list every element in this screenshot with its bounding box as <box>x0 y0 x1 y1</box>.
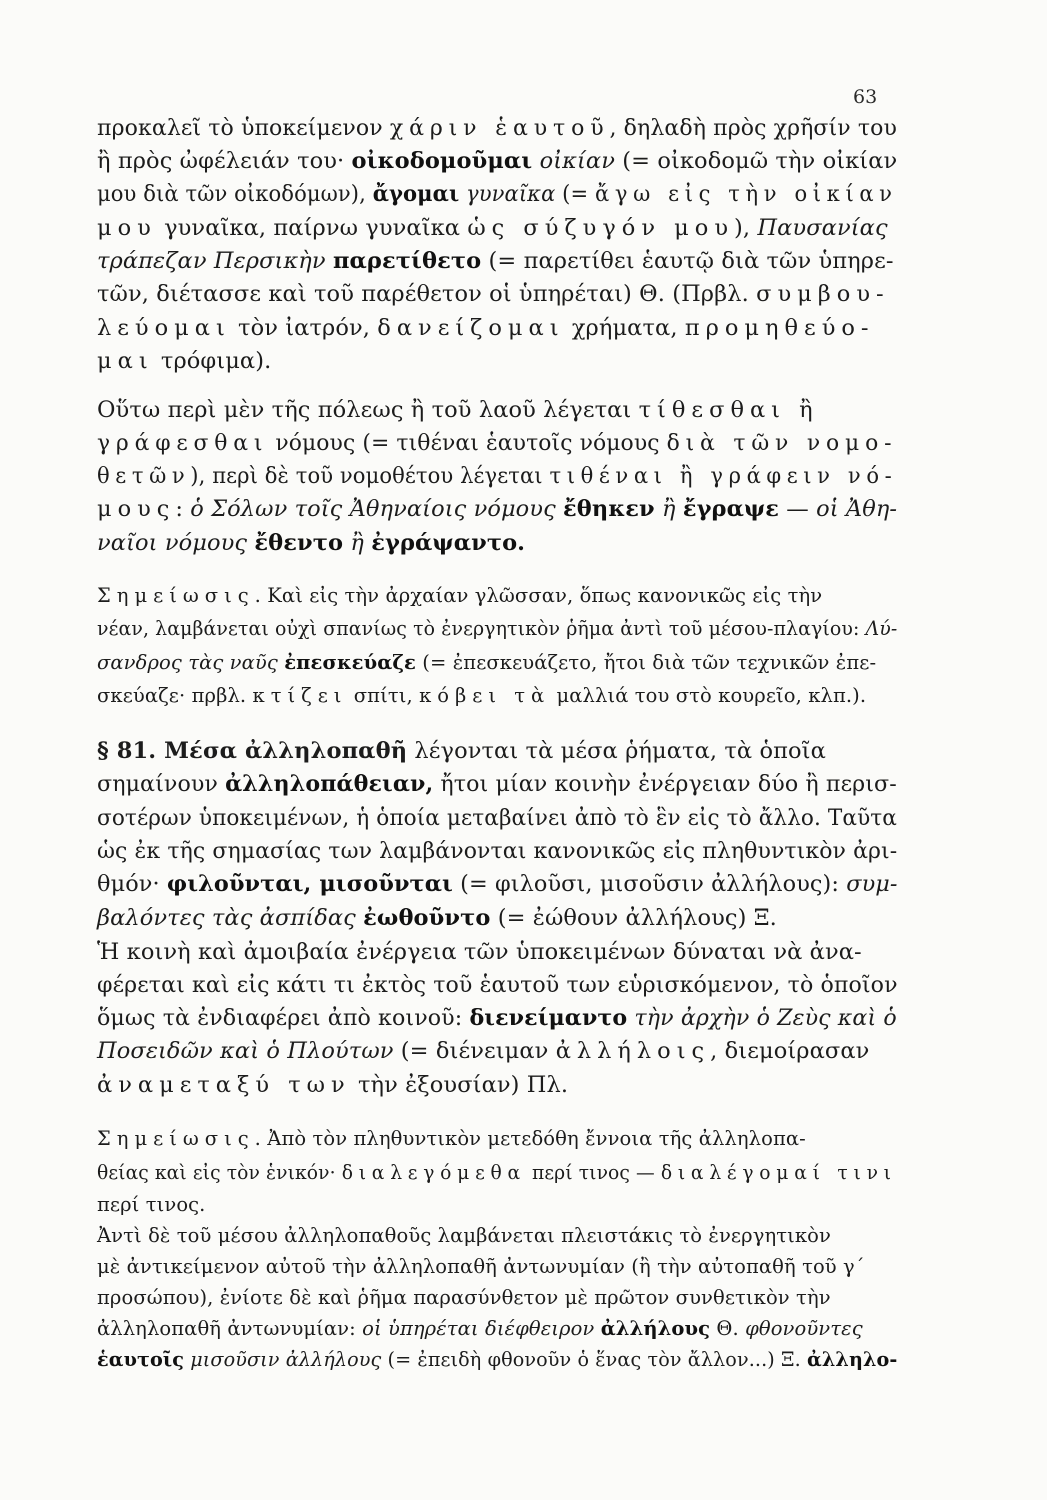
text-segment: (= οἰκοδομῶ τὴν οἰκίαν <box>614 148 898 174</box>
text-segment: οἰκίαν <box>539 148 615 174</box>
text-segment: παρετίθετο <box>332 248 482 274</box>
text-segment: ὅμως τὰ ἐνδιαφέρει ἀπὸ κοινοῦ: <box>97 1005 470 1031</box>
text-segment: κόβει τὰ <box>419 684 551 707</box>
text-segment: Ἡ κοινὴ καὶ ἀμοιβαία ἐνέργεια τῶν ὑποκειμένων δύναται νὰ ἀνα- <box>97 939 862 965</box>
text-line <box>97 213 888 243</box>
text-segment: χρήματα, <box>564 315 685 341</box>
text-segment: ἄγομαι <box>372 181 460 207</box>
text-segment: ἀναμεταξύ των <box>97 1072 351 1098</box>
text-line <box>97 614 897 644</box>
text-segment: ὡς σύζυγόν μου <box>467 215 735 241</box>
text-line <box>97 179 898 209</box>
text-segment: σοτέρων ὑποκειμένων, ἡ ὁποία μεταβαίνει ἀπὸ τὸ ἓν εἰς τὸ ἄλλο. Ταῦτα <box>97 805 897 831</box>
text-segment: θμόν· <box>97 871 167 897</box>
text-line <box>97 395 819 425</box>
text-line <box>97 494 897 524</box>
text-line <box>97 279 890 309</box>
text-segment: σημαίνουν <box>97 771 226 797</box>
text-segment: τράπεζαν Περσικὴν <box>97 248 326 274</box>
text-line <box>97 1314 863 1344</box>
text-line <box>97 869 898 899</box>
text-line <box>97 903 777 933</box>
text-segment: (= φιλοῦσι, μισοῦσιν ἀλλήλους): <box>452 871 847 897</box>
text-line <box>97 428 897 458</box>
text-segment: ἐγράψαντο. <box>371 530 526 556</box>
text-segment: . Καὶ εἰς τὴν ἀρχαίαν γλῶσσαν, ὅπως κανονικῶς εἰς τὴν <box>254 584 823 607</box>
text-segment: ἄγω εἰς τὴν οἰκίαν <box>595 181 898 207</box>
text-segment: συμβου- <box>756 281 890 307</box>
text-segment: τῶν, διέτασσε καὶ τοῦ παρέθετον οἱ ὑπηρέται) Θ. (Πρβλ. <box>97 281 757 307</box>
text-segment: διαλεγόμεθα <box>341 1161 526 1184</box>
text-segment: σκεύαζε· πρβλ. <box>97 684 253 707</box>
text-line <box>97 1036 869 1066</box>
text-segment: βαλόντες τὰς ἀσπίδας <box>97 905 356 931</box>
text-segment: ἀλληλο- <box>807 1348 898 1371</box>
text-segment: ναῖοι νόμους <box>97 530 248 556</box>
text-segment: . Ἀπὸ τὸν πληθυντικὸν μετεδόθη ἔννοια τῆς ἀλληλοπα- <box>254 1127 806 1150</box>
text-line <box>97 581 822 611</box>
text-segment: λεύομαι <box>97 315 231 341</box>
text-line <box>97 313 875 343</box>
text-line <box>97 1221 831 1251</box>
text-segment: θείας καὶ εἰς τὸν ἑνικόν· <box>97 1161 342 1184</box>
text-segment: τὸν ἰατρόν, <box>230 315 378 341</box>
text-segment: τὴν ἀρχὴν ὁ Ζεὺς καὶ ὁ <box>634 1005 897 1031</box>
text-segment: νέαν, λαμβάνεται οὐχὶ σπανίως τὸ ἐνεργητικὸν ῥῆμα ἀντὶ τοῦ μέσου-πλαγίου: <box>97 617 866 640</box>
text-segment: ἀλληλοπαθῆ ἀντωνυμίαν: <box>97 1317 363 1340</box>
text-line <box>97 681 866 711</box>
text-segment: φθονοῦντες <box>745 1317 863 1340</box>
text-segment: σπίτι, <box>347 684 420 707</box>
text-segment: μὲ ἀντικείμενον αὐτοῦ τὴν ἀλληλοπαθῆ ἀντωνυμίαν (ἢ τὴν αὐτοπαθῆ τοῦ γ´ <box>97 1255 865 1278</box>
text-segment: — <box>779 496 817 522</box>
text-segment: προμηθεύο- <box>684 315 875 341</box>
text-segment: ἢ <box>661 496 676 522</box>
text-segment: μου διὰ τῶν οἰκοδόμων), <box>97 181 373 207</box>
text-segment: διὰ τῶν νομο- <box>666 430 898 456</box>
text-segment: ἢ <box>350 530 364 556</box>
text-segment: : <box>175 496 191 522</box>
text-segment: ἔθεντο <box>254 530 344 556</box>
text-line <box>97 1283 831 1313</box>
text-segment: προκαλεῖ τὸ ὑποκείμενον <box>97 115 390 141</box>
text-segment: Λύ- <box>865 617 898 640</box>
text-segment: νόμους (= τιθέναι ἑαυτοῖς νόμους <box>268 430 667 456</box>
text-segment: ὡς ἐκ τῆς σημασίας των λαμβάνονται κανονικῶς εἰς πληθυντικὸν ἀρι- <box>97 838 898 864</box>
text-segment: φέρεται καὶ εἰς κάτι τι ἐκτὸς τοῦ ἑαυτοῦ των εὑρισκόμενον, τὸ ὁποῖον <box>97 972 898 998</box>
text-segment: Οὕτω περὶ μὲν τῆς πόλεως ἢ τοῦ λαοῦ λέγεται <box>97 397 639 423</box>
text-segment: δανείζομαι <box>377 315 565 341</box>
text-segment: μαλλιά του στὸ κουρεῖο, κλπ.). <box>550 684 867 707</box>
text-segment: μισοῦσιν ἀλλήλους <box>190 1348 382 1371</box>
text-segment: Ποσειδῶν καὶ ὁ Πλούτων <box>97 1038 394 1064</box>
text-line <box>97 803 897 833</box>
text-segment: Σημείωσις <box>97 584 255 607</box>
text-segment <box>326 248 333 274</box>
text-line <box>97 246 894 276</box>
text-segment: (= παρετίθει ἑαυτῷ διὰ τῶν ὑπηρε- <box>481 248 894 274</box>
text-segment: θετῶν <box>97 463 191 489</box>
text-segment <box>655 496 662 522</box>
text-segment: γυναῖκα, παίρνω γυναῖκα <box>156 215 468 241</box>
text-segment: § 81. Μέσα ἀλληλοπαθῆ <box>97 738 408 764</box>
text-line <box>97 1252 865 1282</box>
text-line <box>97 937 862 967</box>
text-segment: ἐπεσκεύαζε <box>284 651 416 674</box>
text-segment: χάριν ἑαυτοῦ <box>389 115 610 141</box>
text-segment: διενείμαντο <box>469 1005 628 1031</box>
text-segment: Θ. <box>710 1317 746 1340</box>
text-segment: κτίζει <box>252 684 348 707</box>
text-segment <box>532 148 539 174</box>
text-segment: ἑαυτοῖς <box>97 1348 185 1371</box>
text-segment: οἰκοδομοῦμαι <box>351 148 533 174</box>
text-line <box>97 648 876 678</box>
text-segment: οἱ ὑπηρέται διέφθειρον <box>362 1317 595 1340</box>
text-segment: Σημείωσις <box>97 1127 255 1150</box>
text-segment: γυναῖκα <box>466 181 556 207</box>
text-segment: γράφεσθαι <box>97 430 269 456</box>
text-segment: (= <box>555 181 596 207</box>
text-line <box>97 769 897 799</box>
text-segment: (= ἐπεσκευάζετο, ἤτοι διὰ τῶν τεχνικῶν ἐπε- <box>415 651 877 674</box>
text-segment: Ἀντὶ δὲ τοῦ μέσου ἀλληλοπαθοῦς λαμβάνεται πλειστάκις τὸ ἐνεργητικὸν <box>97 1224 831 1247</box>
text-segment: ἔθηκεν <box>563 496 655 522</box>
text-line <box>97 736 826 766</box>
text-segment: ), <box>734 215 758 241</box>
text-segment: φιλοῦνται, μισοῦνται <box>166 871 453 897</box>
text-segment: μου <box>97 215 157 241</box>
text-segment: διαλέγομαί τινι <box>660 1161 897 1184</box>
text-line <box>97 113 897 143</box>
text-line <box>97 1124 806 1154</box>
text-line <box>97 836 897 866</box>
text-line <box>97 1070 568 1100</box>
text-segment: ἔγραψε <box>682 496 780 522</box>
text-segment: (= ἐώθουν ἀλλήλους) Ξ. <box>490 905 777 931</box>
text-segment: (= ἐπειδὴ φθονοῦν ὁ ἕνας τὸν ἄλλον...) Ξ. <box>381 1348 808 1371</box>
text-segment: συμ- <box>846 871 898 897</box>
text-segment: τὴν ἐξουσίαν) Πλ. <box>350 1072 569 1098</box>
text-segment: περί τινος — <box>525 1161 661 1184</box>
text-segment: τρόφιμα). <box>153 348 272 374</box>
text-segment: περί τινος. <box>97 1193 206 1216</box>
text-segment: τιθέναι ἢ γράφειν νό- <box>549 463 898 489</box>
text-segment: τίθεσθαι ἢ <box>638 397 819 423</box>
text-segment: λέγονται τὰ μέσα ῥήματα, τὰ ὁποῖα <box>407 738 826 764</box>
text-segment: ἤτοι μίαν κοινὴν ἐνέργειαν δύο ἢ περισ- <box>433 771 897 797</box>
text-line <box>97 970 898 1000</box>
text-line <box>97 146 897 176</box>
text-line <box>97 1158 897 1188</box>
text-segment: προσώπου), ἐνίοτε δὲ καὶ ῥῆμα παρασύνθετον μὲ πρῶτον συνθετικὸν τὴν <box>97 1286 831 1309</box>
text-line <box>97 461 897 491</box>
text-segment: , δηλαδὴ πρὸς χρῆσίν του <box>609 115 898 141</box>
text-segment: Παυσανίας <box>757 215 888 241</box>
text-segment: ἀλληλοπάθειαν, <box>225 771 434 797</box>
text-line <box>97 1345 897 1375</box>
text-segment: μους <box>97 496 176 522</box>
text-segment: μαι <box>97 348 154 374</box>
text-line <box>97 528 525 558</box>
text-segment: ), περὶ δὲ τοῦ νομοθέτου λέγεται <box>190 463 550 489</box>
text-segment: ὁ Σόλων τοῖς Ἀθηναίοις νόμους <box>190 496 556 522</box>
text-segment: ἀλλήλους <box>600 1317 711 1340</box>
text-segment: σανδρος τὰς ναῦς <box>97 651 278 674</box>
text-line <box>97 346 271 376</box>
text-segment: , διεμοίρασαν <box>710 1038 870 1064</box>
text-segment: (= διένειμαν <box>393 1038 556 1064</box>
text-line <box>97 1190 205 1220</box>
text-line <box>97 1003 897 1033</box>
text-segment: οἱ Ἀθη- <box>816 496 898 522</box>
page-number: 63 <box>853 86 878 108</box>
text-segment: ἀλλήλοις <box>555 1038 711 1064</box>
text-segment: ἐωθοῦντο <box>363 905 491 931</box>
text-segment: ἢ πρὸς ὠφέλειάν του· <box>97 148 352 174</box>
